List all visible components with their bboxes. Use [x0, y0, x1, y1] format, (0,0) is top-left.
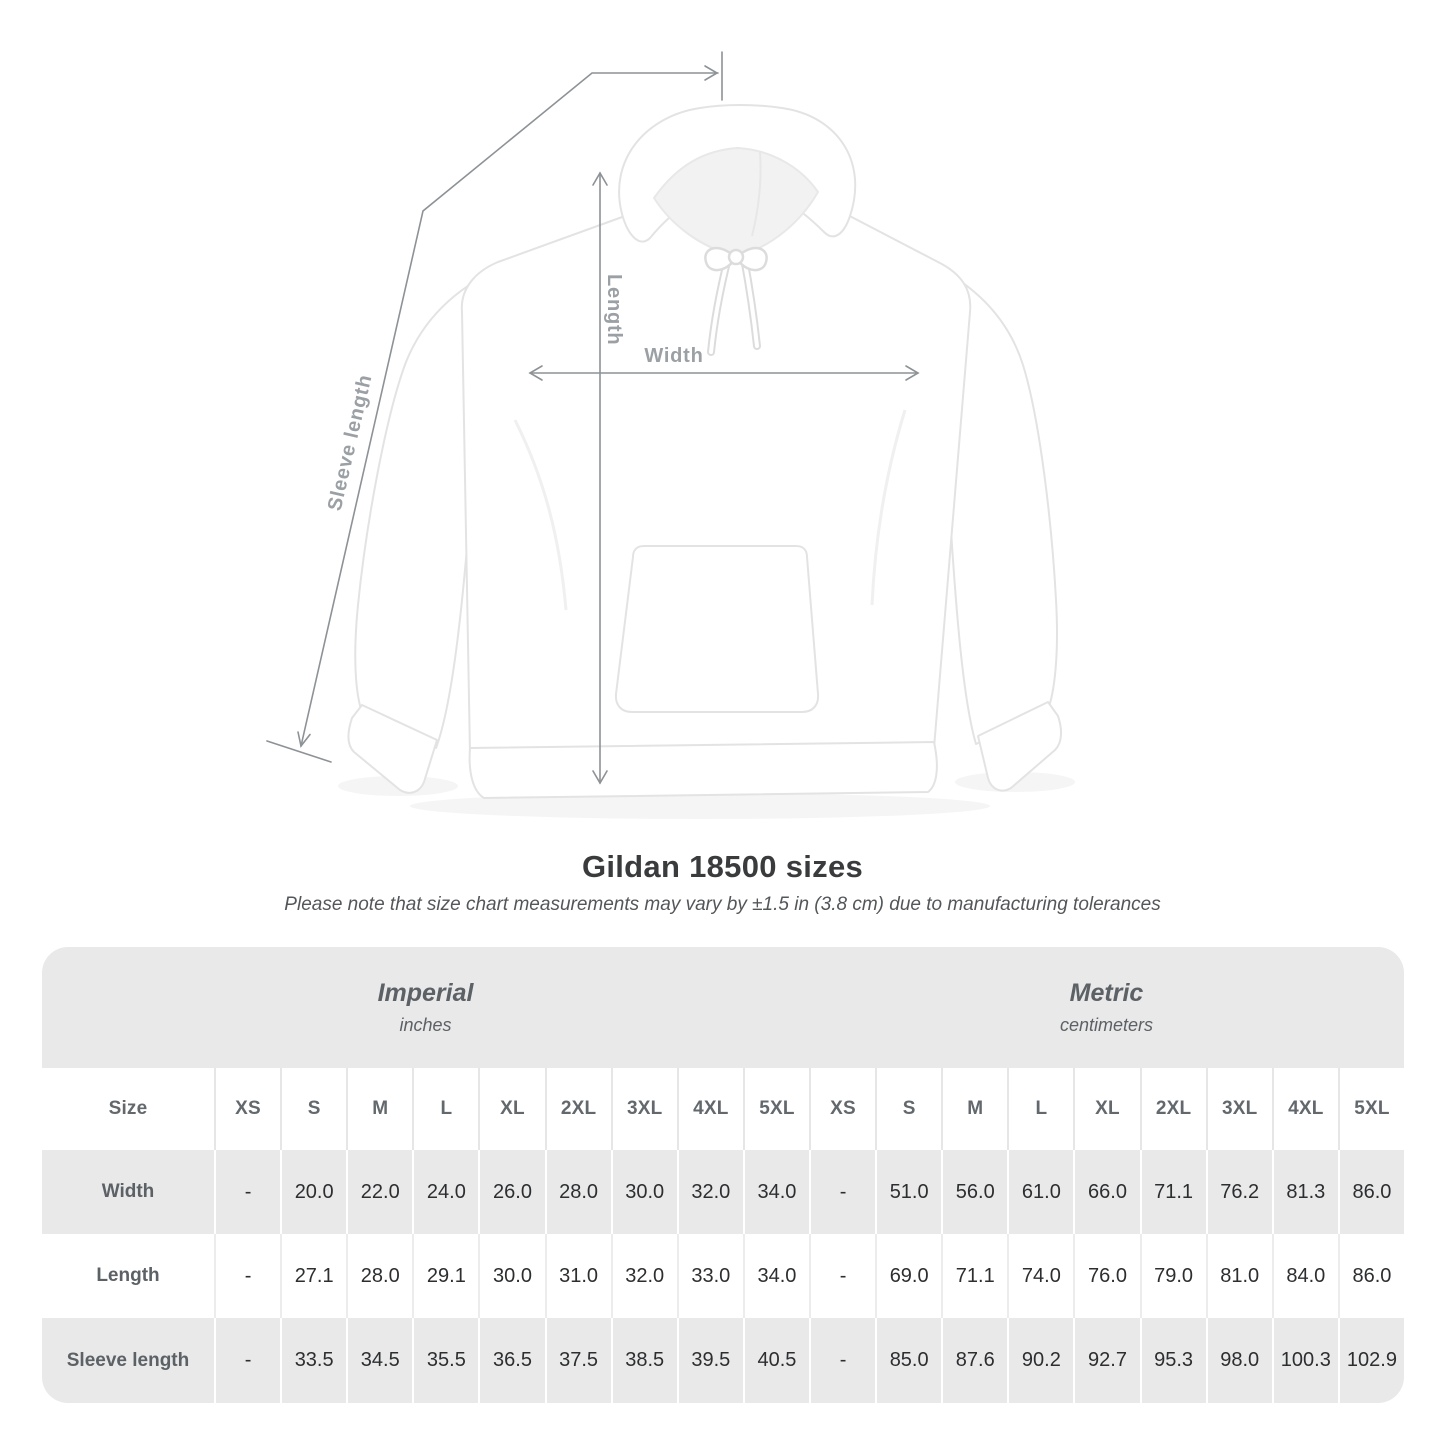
page-title: Gildan 18500 sizes [581, 849, 864, 884]
size-value-cell: 40.5 [743, 1318, 809, 1403]
size-col-header: M [346, 1068, 412, 1150]
table-row-sleeve-length [42, 1318, 1404, 1403]
imperial-group-label: Imperial [377, 979, 474, 1007]
size-table [42, 947, 1404, 1403]
size-col-header: S [280, 1068, 346, 1150]
size-value-cell: 98.0 [1206, 1318, 1272, 1403]
size-value-cell: 92.7 [1073, 1318, 1139, 1403]
size-col-header: 3XL [611, 1068, 677, 1150]
size-col-header: 5XL [743, 1068, 809, 1150]
metric-group-header [809, 947, 1404, 1068]
size-value-cell: 69.0 [875, 1234, 941, 1318]
table-row-length [42, 1234, 1404, 1318]
size-value-cell: 28.0 [346, 1234, 412, 1318]
metric-group-unit: centimeters [1059, 1015, 1154, 1035]
size-value-cell: 61.0 [1007, 1150, 1073, 1234]
size-value-cell: - [214, 1318, 280, 1403]
size-value-cell: 36.5 [478, 1318, 544, 1403]
size-value-cell: 32.0 [611, 1234, 677, 1318]
size-value-cell: 71.1 [1140, 1150, 1206, 1234]
size-value-cell: - [809, 1234, 875, 1318]
size-value-cell: 87.6 [941, 1318, 1007, 1403]
width-label: Width [644, 345, 704, 367]
size-value-cell: 30.0 [478, 1234, 544, 1318]
size-value-cell: 28.0 [545, 1150, 611, 1234]
size-value-cell: - [214, 1234, 280, 1318]
size-col-header: 4XL [1272, 1068, 1338, 1150]
size-col-header: XS [214, 1068, 280, 1150]
size-value-cell: 85.0 [875, 1318, 941, 1403]
size-value-cell: 102.9 [1338, 1318, 1404, 1403]
size-value-cell: 38.5 [611, 1318, 677, 1403]
size-value-cell: 34.0 [743, 1234, 809, 1318]
size-col-header: M [941, 1068, 1007, 1150]
metric-group-label: Metric [1069, 979, 1144, 1007]
size-value-cell: - [214, 1150, 280, 1234]
size-value-cell: 51.0 [875, 1150, 941, 1234]
size-value-cell: 76.2 [1206, 1150, 1272, 1234]
size-value-cell: 29.1 [412, 1234, 478, 1318]
size-col-header: L [1007, 1068, 1073, 1150]
size-value-cell: 100.3 [1272, 1318, 1338, 1403]
size-value-cell: 90.2 [1007, 1318, 1073, 1403]
size-col-header: XL [1073, 1068, 1139, 1150]
size-corner-label: Size [108, 1098, 148, 1119]
size-value-cell: 84.0 [1272, 1234, 1338, 1318]
size-col-header: XS [809, 1068, 875, 1150]
size-value-cell: - [809, 1318, 875, 1403]
length-label: Length [603, 274, 625, 346]
row-label: Width [101, 1181, 155, 1202]
size-value-cell: 71.1 [941, 1234, 1007, 1318]
size-col-header: 2XL [545, 1068, 611, 1150]
size-col-header: L [412, 1068, 478, 1150]
imperial-group-header [42, 947, 809, 1068]
size-value-cell: 24.0 [412, 1150, 478, 1234]
size-col-header: 3XL [1206, 1068, 1272, 1150]
size-value-cell: 79.0 [1140, 1234, 1206, 1318]
row-label: Length [96, 1265, 160, 1286]
size-value-cell: 22.0 [346, 1150, 412, 1234]
unit-group-header-row [42, 947, 1404, 1068]
size-value-cell: 27.1 [280, 1234, 346, 1318]
size-value-cell: 35.5 [412, 1318, 478, 1403]
size-value-cell: 81.0 [1206, 1234, 1272, 1318]
size-value-cell: 26.0 [478, 1150, 544, 1234]
tolerance-note: Please note that size chart measurements may vary by ±1.5 in (3.8 cm) due to manufacturing tolerances [284, 894, 1161, 915]
size-value-cell: 66.0 [1073, 1150, 1139, 1234]
imperial-group-unit: inches [399, 1015, 452, 1035]
size-value-cell: 56.0 [941, 1150, 1007, 1234]
size-col-header: S [875, 1068, 941, 1150]
size-value-cell: 39.5 [677, 1318, 743, 1403]
size-value-cell: 86.0 [1338, 1234, 1404, 1318]
size-value-cell: 37.5 [545, 1318, 611, 1403]
size-value-cell: 86.0 [1338, 1150, 1404, 1234]
size-value-cell: 34.0 [743, 1150, 809, 1234]
size-value-cell: 74.0 [1007, 1234, 1073, 1318]
size-value-cell: 32.0 [677, 1150, 743, 1234]
size-col-header: 2XL [1140, 1068, 1206, 1150]
size-col-header: XL [478, 1068, 544, 1150]
size-col-header: 5XL [1338, 1068, 1404, 1150]
row-label: Sleeve length [66, 1349, 190, 1371]
size-value-cell: - [809, 1150, 875, 1234]
size-col-header: 4XL [677, 1068, 743, 1150]
size-value-cell: 34.5 [346, 1318, 412, 1403]
size-header-row [42, 1068, 1404, 1150]
size-value-cell: 30.0 [611, 1150, 677, 1234]
size-value-cell: 33.5 [280, 1318, 346, 1403]
hoodie-image [349, 105, 1062, 798]
size-value-cell: 33.0 [677, 1234, 743, 1318]
table-row-width [42, 1150, 1404, 1234]
size-value-cell: 81.3 [1272, 1150, 1338, 1234]
size-value-cell: 76.0 [1073, 1234, 1139, 1318]
size-value-cell: 31.0 [545, 1234, 611, 1318]
size-value-cell: 20.0 [280, 1150, 346, 1234]
sleeve-length-label: Sleeve length [323, 372, 377, 514]
size-value-cell: 95.3 [1140, 1318, 1206, 1403]
